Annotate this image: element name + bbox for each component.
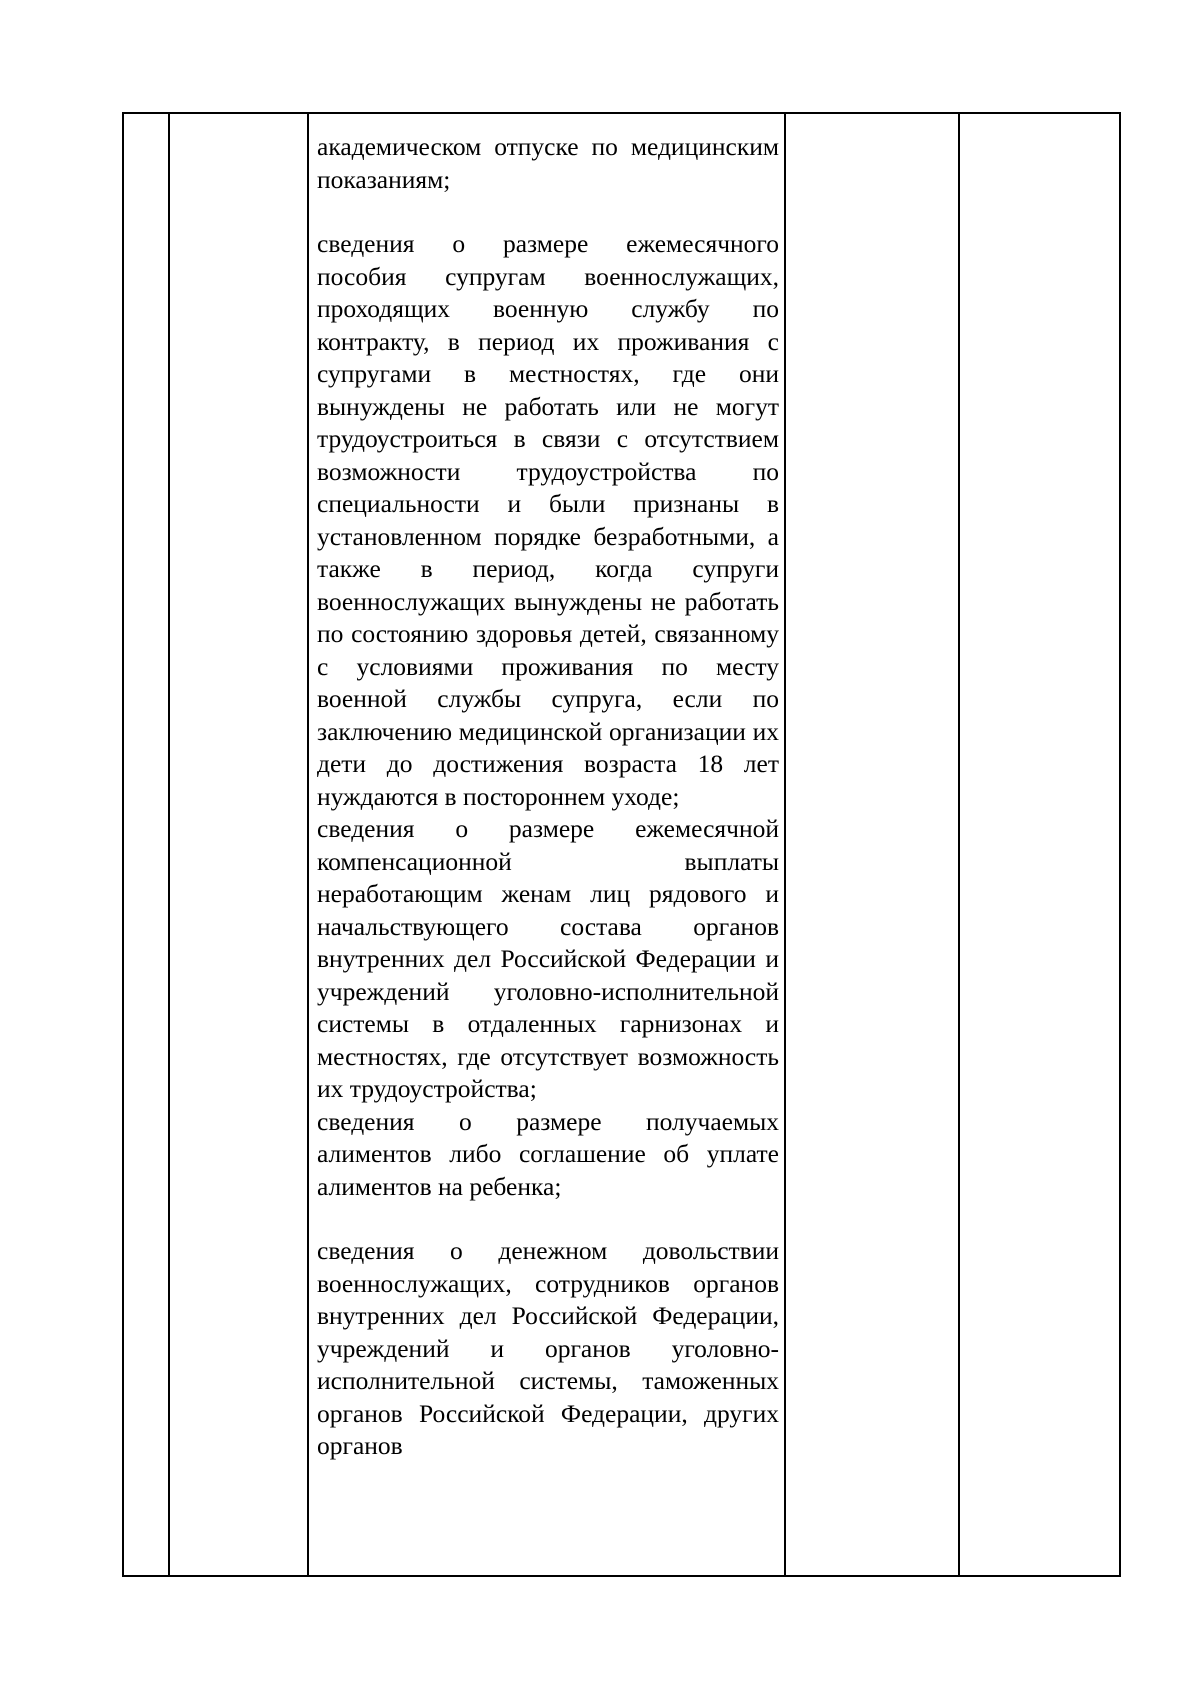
table-cell-number — [123, 113, 169, 1576]
table-cell-column-4 — [785, 113, 959, 1576]
table-cell-documents — [308, 113, 785, 1576]
table-cell-column-5 — [959, 113, 1120, 1576]
document-table — [122, 112, 1121, 1577]
paragraph-gap — [317, 1203, 779, 1235]
table-cell-service — [169, 113, 308, 1576]
paragraph-5: сведения о денежном довольствии военнослужащих, сотрудников органов внутренних дел Российской Федерации, учреждений и органов уголовно-исполнительной системы, таможенных органов Российской Федерации, других органов — [317, 1236, 779, 1460]
paragraph-1: академическом отпуске по медицинским показаниям; — [317, 132, 779, 194]
paragraph-4: сведения о размере получаемых алиментов либо соглашение об уплате алиментов на ребенка; — [317, 1106, 779, 1201]
paragraph-2: сведения о размере ежемесячного пособия супругам военнослужащих, проходящих военную службу по контракту, в период их проживания с супругами в местностях, где они вынуждены не работать или не могут трудоустроиться в связи с отсутствием возможности трудоустройства по специальности и были признаны в установленном порядке безработными, а также в период, когда супруги военнослужащих вынуждены не работать по состоянию здоровья детей, связанному с условиями проживания по месту военной службы супруга, если по заключению медицинской организации их дети до достижения возраста 18 лет нуждаются в постороннем уходе; — [317, 229, 779, 811]
paragraph-3: сведения о размере ежемесячной компенсационной выплаты неработающим женам лиц рядового и начальствующего состава органов внутренних дел Российской Федерации и учреждений уголовно-исполнительной системы в отдаленных гарнизонах и местностях, где отсутствует возможность их трудоустройства; — [317, 814, 779, 1103]
paragraph-gap — [317, 196, 779, 228]
table-row — [123, 113, 1120, 1576]
